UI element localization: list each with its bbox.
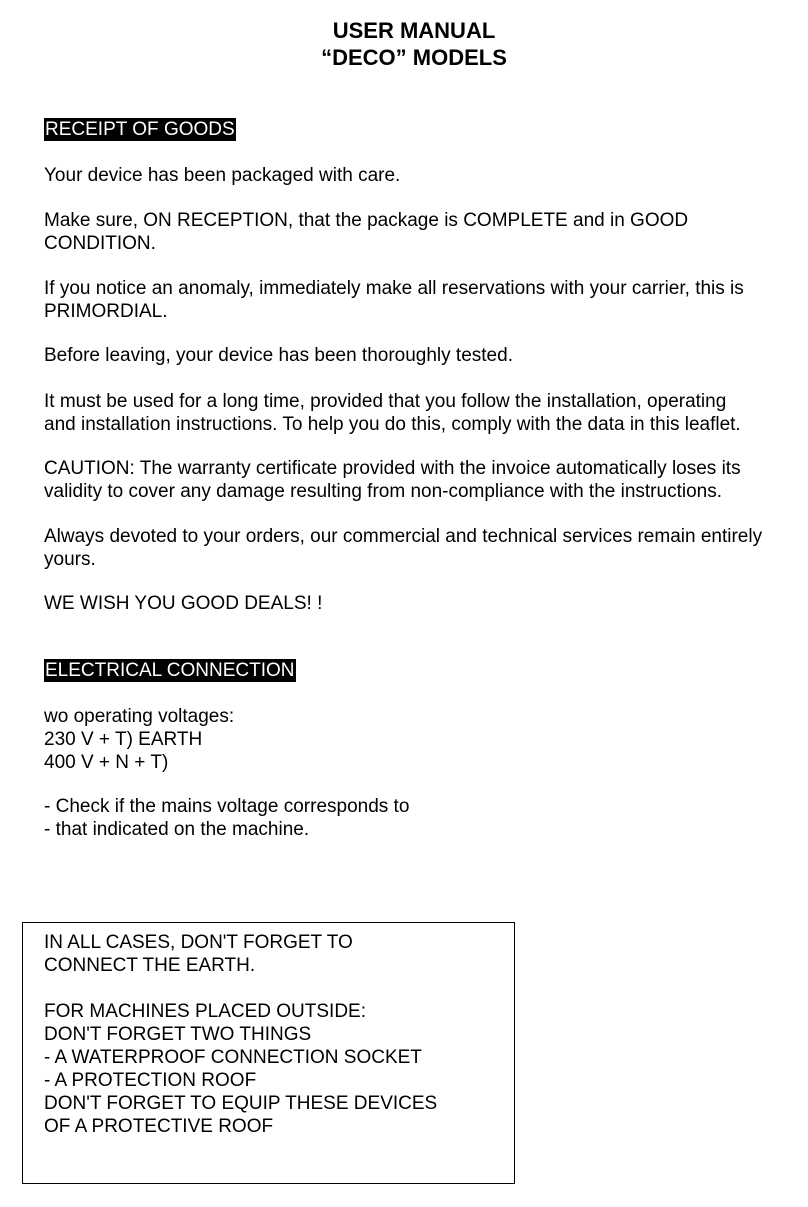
receipt-of-goods-heading: RECEIPT OF GOODS (45, 119, 235, 140)
receipt-paragraph-instructions: It must be used for a long time, provided that you follow the installation, operating and installation instructions. To help you do this, comply with the data in this leaflet. (44, 391, 741, 435)
receipt-paragraph-services: Always devoted to your orders, our commercial and technical services remain entirely yours. (44, 526, 763, 570)
receipt-paragraph-anomaly: If you notice an anomaly, immediately make all reservations with your carrier, this is PRIMORDIAL. (44, 278, 744, 322)
document-title: USER MANUAL (332, 18, 496, 43)
receipt-paragraph-packaged: Your device has been packaged with care. (44, 165, 401, 186)
document-subtitle: “DECO” MODELS (321, 45, 507, 70)
receipt-paragraph-reception: Make sure, ON RECEPTION, that the package is COMPLETE and in GOOD CONDITION. (44, 210, 689, 254)
receipt-paragraph-caution: CAUTION: The warranty certificate provided with the invoice automatically loses its validity to cover any damage resulting from non-compliance with the instructions. (44, 458, 741, 502)
receipt-paragraph-good-deals: WE WISH YOU GOOD DEALS! ! (44, 593, 323, 614)
operating-voltages-text: wo operating voltages: 230 V + T) EARTH 400 V + N + T) (44, 706, 235, 773)
mains-voltage-checks-text: - Check if the mains voltage corresponds to - that indicated on the machine. (44, 796, 410, 840)
receipt-paragraph-tested: Before leaving, your device has been thoroughly tested. (44, 345, 513, 366)
electrical-connection-heading: ELECTRICAL CONNECTION (45, 660, 295, 681)
earth-warning-text: IN ALL CASES, DON'T FORGET TO CONNECT THE EARTH. FOR MACHINES PLACED OUTSIDE: DON'T FORGET TWO THINGS - A WATERPROOF CONNECTION SOCKET - A PROTECTION ROOF DON'T FORGET TO EQUIP THESE DEVICES OF A PROTECTIVE ROOF (44, 932, 438, 1137)
earth-warning-box (22, 922, 515, 1184)
